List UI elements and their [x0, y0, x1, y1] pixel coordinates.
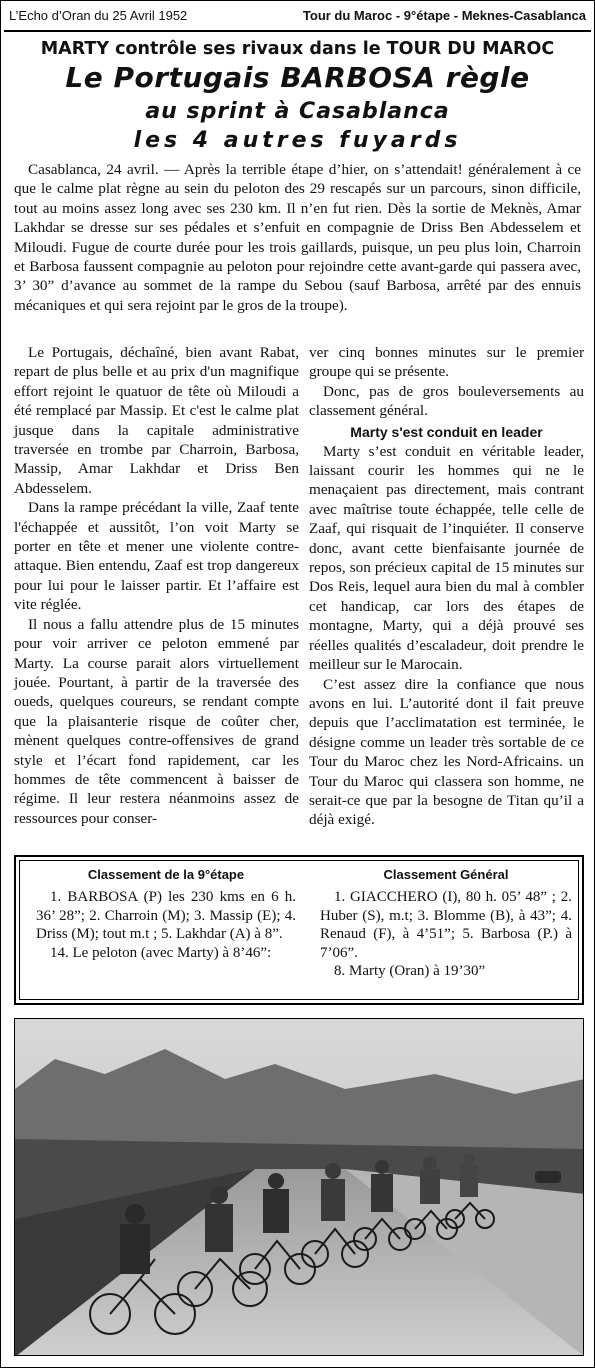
article-paragraph: Dans la rampe précédant la ville, Zaaf tente l'échappée et aussitôt, l’on voit Marty se porter en tête et mener une violente contre-attaque. Bien entendu, Zaaf est trop dangereux pour lui pour le laisser partir. Et l’affaire est vite réglée. [14, 499, 299, 614]
header-rule [4, 30, 591, 32]
stage-ranking-title: Classement de la 9°étape [87, 867, 245, 882]
left-column [14, 343, 299, 828]
lead-paragraph: Casablanca, 24 avril. — Après la terrible étape d’hier, on s’attendait! généralement à ce que le calme plat règne au sein du peloton des 29 rescapés sur un parcours, sinon difficile, tout au moins assez long avec ses 230 km. Il n’en fut rien. Dès la sortie de Meknès, Amar Lakhdar se dresse sur ses pédales et s’enfuit en compagnie de Driss Ben Abdesselem et Miloudi. Fugue de courte durée pour les trois gaillards, puisque, un peu plus loin, Charroin et Barbosa faussent compagnie au peloton pour rejoindre cette avant-garde qui passera avec, 3’ 30” d’avance au sommet de la rampe du Sebou (sauf Barbosa, arrêté par des ennuis mécaniques et qui sera rejoint par le gros de la troupe). [14, 161, 581, 314]
kicker-headline: MARTY contrôle ses rivaux dans le TOUR DU MAROC [40, 39, 555, 59]
newspaper-source: L’Echo d’Oran du 25 Avril 1952 [9, 8, 188, 23]
ranking-line: 14. Le peloton (avec Marty) à 8’46”: [50, 944, 272, 961]
main-headline: Le Portugais BARBOSA règle [65, 61, 530, 94]
race-photo [14, 1018, 584, 1356]
article-paragraph: ver cinq bonnes minutes sur le premier groupe qui se présente. [309, 344, 584, 381]
general-ranking [320, 867, 572, 981]
general-ranking-title: Classement Général [383, 867, 509, 882]
peloton-photo-illustration [15, 1019, 584, 1356]
article-paragraph: C’est assez dire la confiance que nous avons en lui. L’autorité dont il fait preuve depuis que l’acclimatation est terminée, le désigne comme un leader très sortable de ce Tour du Maroc chez les Nord-Africains. un Tour du Maroc qui classera son homme, ne serait-ce que par la besogne de Titan qu’il a déjà exigé. [309, 675, 584, 829]
section-subhead: Marty s'est conduit en leader [350, 423, 543, 440]
section-title: Tour du Maroc - 9°étape - Meknes-Casablanca [302, 8, 586, 23]
ranking-line: 1. BARBOSA (P) les 230 kms en 6 h. 36’ 28”; 2. Charroin (M); 3. Massip (E); 4. Driss (M); tout m.t ; 5. Lakhdar (A) à 8”. [36, 889, 296, 942]
results-box [14, 855, 584, 1005]
ranking-line: 1. GIACCHERO (I), 80 h. 05’ 48” ; 2. Huber (S), m.t; 3. Blomme (B), à 43”; 4. Renaud (F), à 4’51”; 5. Barbosa (P.) à 7’06”. [320, 889, 572, 961]
right-column [309, 343, 584, 830]
results-inner-border [19, 860, 579, 1000]
stage-ranking [36, 867, 296, 962]
subheadline-1: au sprint à Casablanca [145, 99, 450, 124]
ranking-line: 8. Marty (Oran) à 19’30” [334, 963, 486, 979]
article-paragraph: Il nous a fallu attendre plus de 15 minutes pour voir arriver ce peloton emmené par Marty. La course parait alors virtuellement jouée. Pourtant, à partir de la traversée des oueds, quelques coureurs, se rendant compte que la plaisanterie risque de coûter cher, mènent quelques contre-offensives de grand style et l’écart fond rapidement, car les hommes de tête commencent à baisser de régime. Il leur restera néanmoins assez de ressources pour conser- [14, 615, 299, 827]
header-bar [9, 8, 586, 26]
car [535, 1171, 561, 1183]
article-paragraph: Donc, pas de gros bouleversements au classement général. [309, 382, 584, 420]
article-paragraph: Marty s’est conduit en véritable leader, laissant courir les hommes qui ne le menaçaient pas directement, mais contrant avec maîtrise toute échappée, telle celle de Zaaf, qui risquait de l’inquiéter. Il conserve donc, avant cette bienfaisante journée de repos, son précieux capital de 15 minutes sur Dos Reis, lequel aura bien du mal à combler cet handicap, car lors des étapes de montagne, Marty, qui a déjà prouvé ses réelles qualités d’escaladeur, doit prendre le meilleur sur le Marocain. [309, 442, 584, 674]
subheadline-2: les 4 autres fuyards [133, 128, 462, 153]
article-paragraph: Le Portugais, déchaîné, bien avant Rabat, repart de plus belle et au prix d'un magnifique effort rejoint le quatuor de tête où Miloudi a été remplacé par Massip. Et c'est le calme plat jusque dans la capitale administrative traversée en trombe par Charroin, Barbosa, Massip, Amar Lakhdar et Driss Ben Abdesselem. [14, 344, 299, 497]
